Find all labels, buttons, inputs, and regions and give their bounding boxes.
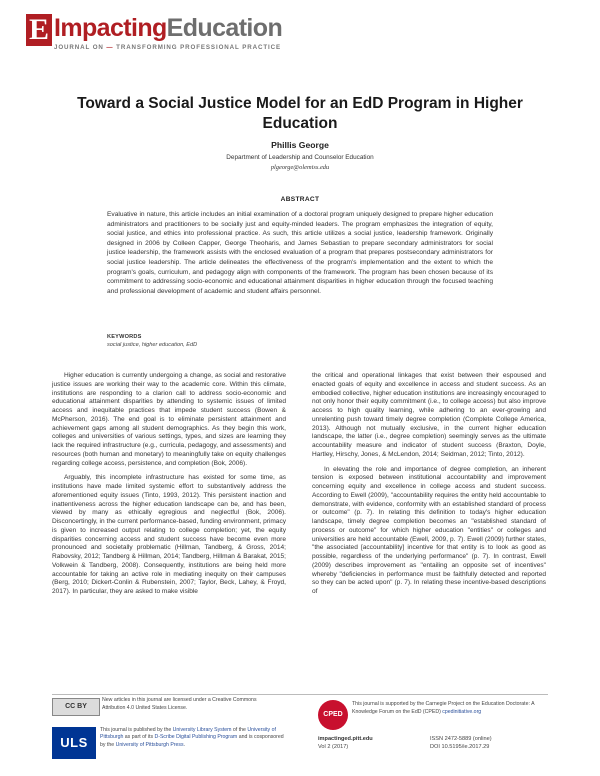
keywords-heading: KEYWORDS [107, 334, 142, 340]
journal-name-part1: Impacting [54, 14, 167, 42]
body-column-left [52, 372, 286, 603]
body-paragraph: the critical and operational linkages that exist between their espoused and enacted goals of equity and excellence in access and student success. As an embodied collective, higher education institutions are increasingly encouraged to not only honor their equity commitment (i.e., to college access) but also improve access to high quality learning, while adhering to an ever-growing and unrelenting push toward timely degree completion (Complete College America, 2013). Although not mutually exclusive, in the current higher education landscape, the latter (i.e., degree completion) seemingly serves as the ultimate accountability measure and indicator of student success (Braxton, Doyle, Hartley, Hirschy, Jones, & McLendon, 2014; Seidman, 2012; Tinto, 2012). [312, 372, 546, 458]
footer-divider [52, 694, 548, 695]
tagline-part1: JOURNAL ON [54, 44, 107, 51]
uls-logo-icon[interactable]: ULS [52, 727, 96, 759]
abstract-text: Evaluative in nature, this article includes an initial examination of a doctoral program uniquely designed to prepare higher education administrators and practitioners to be socially just and equity-minded leaders. The program emphasizes the integration of equity, social justice, and ethics into professional practice. As such, this article utilizes a social justice, leadership framework. Originally designed in 2006 by Colleen Capper, George Theoharis, and James Sebastian to prepare secondary administrators for social justice leadership, the framework assists with the enclosed evaluation of a program that prepares postsecondary administrators for social justice leadership. The article delineates the effectiveness of the program's implementation and the extent to which the program's goals, curriculum, and pedagogy align with components of the framework. The program has been chosen because of its commitment to addressing socio-economic and educational attainment disparities in higher education through the focused teaching and professional development of academic and student affairs personnel. [107, 211, 493, 295]
creative-commons-icon[interactable]: CC BY [52, 698, 100, 716]
journal-volume: Vol 2 (2017) [318, 744, 349, 750]
dscribe-link[interactable]: D-Scribe Digital Publishing Program [154, 734, 238, 741]
journal-tagline: JOURNAL ON — TRANSFORMING PROFESSIONAL PRACTICE [54, 44, 282, 51]
body-paragraph: In elevating the role and importance of degree completion, an inherent tension is exposed between institutional accountability and improvement concerning equity and excellence in college access and student success. According to Ewell (2009), "accountability requires the entity held accountable to demonstrate, with evidence, conformity with an established standard of process or outcome" (p. 7). In relating this definition to today's higher education landscape, timely degree completion becomes an "established standard of process or outcome" for which higher education "entities" or colleges and universities are held accountable (Ewell, 2009, p. 7). Ewell (2009) further states, "the associated [accountability] incentive for that entity is to look as good as possible, regardless of the underlying performance" (p. 7). In contrast, Ewell (2009) describes improvement as "entailing an opposite set of incentives" whereby "deficiencies in performance must be faithfully detected and reported so they can be acted upon" (p. 7). In relating these incentive-based descriptions of [312, 465, 546, 595]
uls-link[interactable]: University Library System [172, 727, 232, 733]
abstract-heading: ABSTRACT [280, 196, 320, 203]
body-paragraph: Arguably, this incomplete infrastructure has existed for some time, as institutions have made limited systemic effort to substantively address the aforementioned equity issues (Tinto, 1993, 2012). This persistent inaction and inattentiveness across the higher education landscape can be, and has been, viewed by many as ethically egregious and neglectful (Bok, 2006). Disconcertingly, in the current performance-based, funding environment, primacy is given to increased output relating to college completion; yet, the equity disparities concerning access and student success have become even more pronounced and societally problematic (Hillman, Tandberg, & Gross, 2014; Rabovsky, 2012; Tandberg & Hillman, 2014; Tandberg, Hillman & Barakat, 2015; Volkwein & Tandberg, 2008). Consequently, institutions are being held more accountable for taking an active role in mediating inequity on their campuses (Berg, 2010; Dickert-Conlin & Rubenstein, 2007; Taylor, Beck, Lahey, & Froyd, 2017). In particular, they are asked to make visible [52, 474, 286, 595]
journal-site[interactable]: impactinged.pitt.edu [318, 736, 373, 742]
cped-logo-icon[interactable]: CPED [318, 700, 348, 730]
body-column-right [312, 372, 546, 603]
journal-logo [22, 12, 312, 56]
journal-issn: ISSN 2472-5889 (online) [430, 736, 492, 742]
body-paragraph: Higher education is currently undergoing a change, as social and restorative justice issues are working their way to the academic core. Within this climate, institutions are responding to a clarion call to address socio-economic and educational attainment disparities by attending to systemic issues of limited access and inequitable practices that impede student success (Bowen & McPherson, 2016). The end goal is to eliminate persistent attainment and achievement gaps among all student demographics. As they begin this work, colleges and universities of various settings, types, and sizes are learning they lack the required infrastructure (e.g., curricula, pedagogy, and assessments) and resources (both human and monetary) to meaningfully take on equity challenges regarding college access, persistence, and completion (Bok, 2006). [52, 372, 286, 467]
publisher-text-part: and is cosponsored by the [100, 734, 284, 748]
sponsor-text-part: This journal is supported by the Carnegie Project on the Education Doctorate: A Knowledge Forum on the EdD (CPED) [352, 701, 535, 715]
journal-name [54, 12, 282, 44]
license-text: New articles in this journal are licensed under a Creative Commons Attribution 4.0 United States License. [102, 697, 257, 711]
author-department: Department of Leadership and Counselor Education [226, 154, 374, 161]
publisher-text [100, 727, 290, 749]
pitt-link[interactable]: University of Pittsburgh [100, 727, 276, 741]
publisher-text-part: . [183, 741, 186, 748]
author-name: Phillis George [271, 140, 329, 150]
article-title: Toward a Social Justice Model for an EdD Program in Higher Education [77, 95, 523, 132]
keywords-text: social justice, higher education, EdD [107, 342, 198, 348]
tagline-part2: TRANSFORMING PROFESSIONAL PRACTICE [116, 44, 282, 51]
sponsor-text [352, 701, 552, 716]
cped-link[interactable]: cpedinitiative.org [442, 708, 482, 715]
publisher-text-part: as part of its [123, 734, 155, 741]
publisher-text-part: This journal is published by the [100, 727, 173, 733]
author-email[interactable]: plgeorge@olemiss.edu [270, 164, 330, 171]
publisher-text-part: of the [231, 727, 248, 733]
pitt-press-link[interactable]: University of Pittsburgh Press [115, 741, 184, 748]
journal-logo-mark: E [26, 14, 52, 46]
journal-name-part2: Education [166, 14, 283, 42]
article-doi: DOI 10.5195/ie.2017.29 [430, 744, 490, 750]
